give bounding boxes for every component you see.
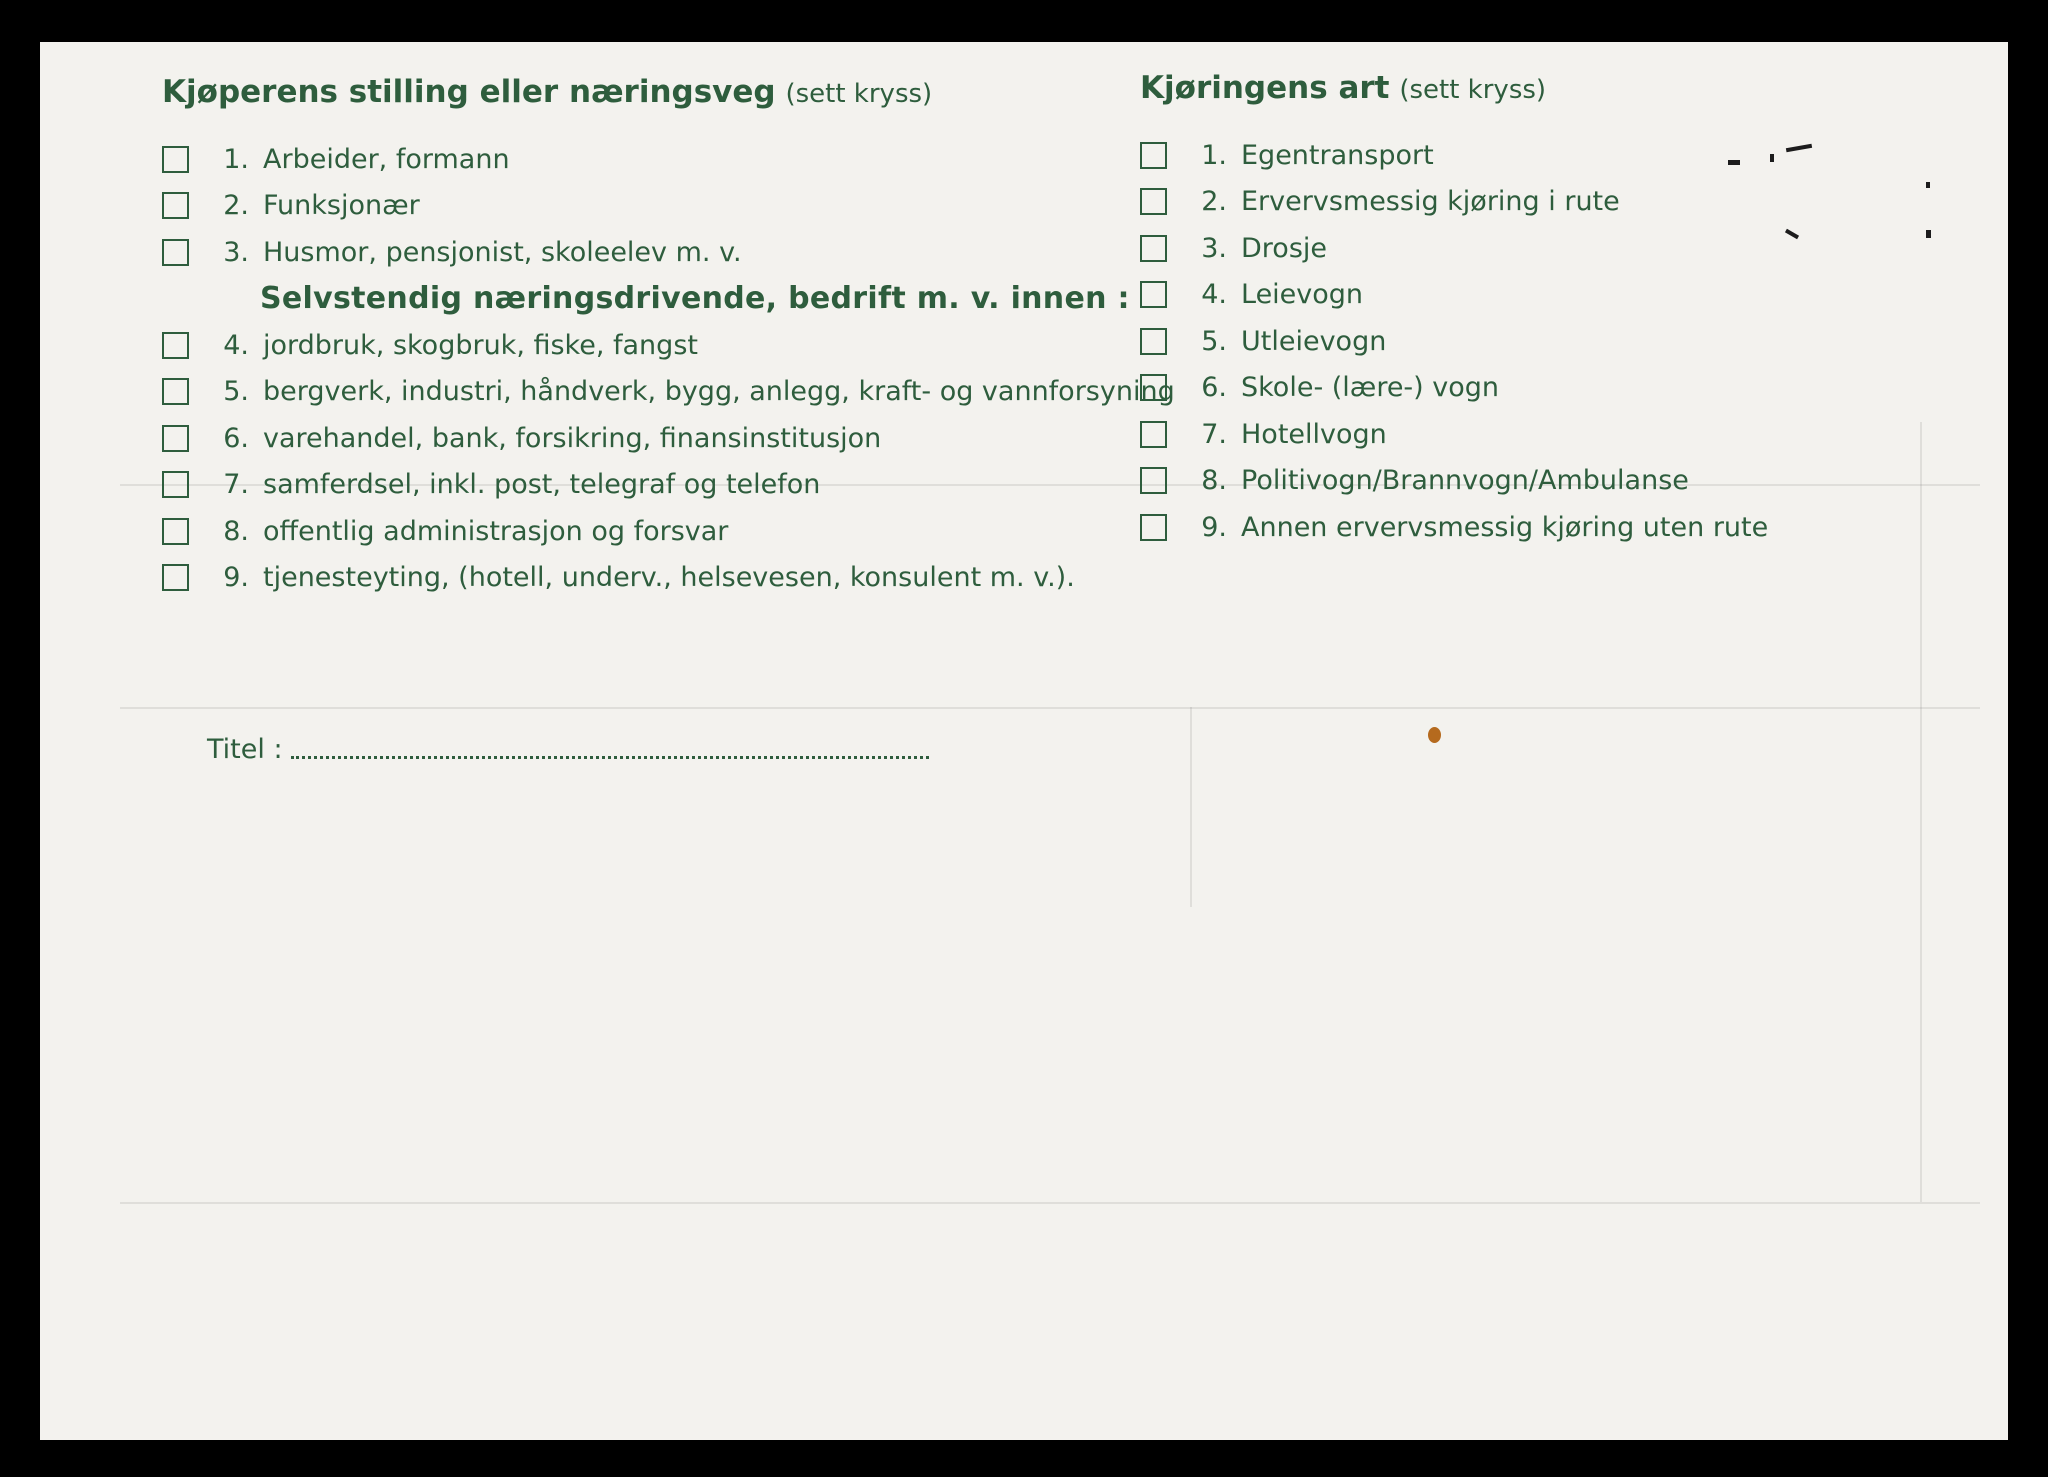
driving-option-3[interactable]: 3. Drosje: [1140, 225, 1900, 272]
ink-mark: [1926, 182, 1930, 188]
title-label: Titel :: [207, 734, 283, 765]
occupation-option-9[interactable]: 9. tjenesteyting, (hotell, underv., helsevesen, konsulent m. v.).: [162, 555, 1162, 602]
driving-option-2[interactable]: 2. Ervervsmessig kjøring i rute: [1140, 179, 1900, 226]
driving-option-9[interactable]: 9. Annen ervervsmessig kjøring uten rute: [1140, 504, 1900, 551]
checkbox[interactable]: [1140, 235, 1167, 262]
driving-option-8[interactable]: 8. Politivogn/Brannvogn/Ambulanse: [1140, 458, 1900, 505]
buyer-occupation-section: [162, 72, 1175, 601]
occupation-option-7[interactable]: 7. samferdsel, inkl. post, telegraf og telefon: [162, 462, 1162, 509]
occupation-option-3[interactable]: 3. Husmor, pensjonist, skoleelev m. v.: [162, 229, 1162, 276]
occupation-option-1[interactable]: 1. Arbeider, formann: [162, 136, 1162, 183]
occupation-option-6[interactable]: 6. varehandel, bank, forsikring, finansinstitusjon: [162, 415, 1162, 462]
driving-type-heading: Kjøringens art (sett kryss): [1140, 70, 1547, 106]
checkbox[interactable]: [1140, 514, 1167, 541]
bleed-line: [1190, 707, 1192, 907]
driving-option-5[interactable]: 5. Utleievogn: [1140, 318, 1900, 365]
ink-mark: [1926, 230, 1931, 238]
checkbox[interactable]: [1140, 188, 1167, 215]
title-field[interactable]: [207, 734, 929, 765]
bleed-line: [120, 707, 1980, 709]
checkbox[interactable]: [1140, 281, 1167, 308]
occupation-option-2[interactable]: 2. Funksjonær: [162, 183, 1162, 230]
checkbox[interactable]: [162, 146, 189, 173]
checkbox[interactable]: [1140, 421, 1167, 448]
buyer-occupation-heading: Kjøperens stilling eller næringsveg (sett kryss): [162, 74, 933, 110]
checkbox[interactable]: [162, 378, 189, 405]
occupation-option-8[interactable]: 8. offentlig administrasjon og forsvar: [162, 508, 1162, 555]
driving-option-1[interactable]: 1. Egentransport: [1140, 132, 1900, 179]
bleed-line: [1920, 422, 1922, 1202]
checkbox[interactable]: [162, 332, 189, 359]
title-input-line[interactable]: [291, 755, 929, 759]
checkbox[interactable]: [1140, 467, 1167, 494]
driving-option-4[interactable]: 4. Leievogn: [1140, 272, 1900, 319]
checkbox[interactable]: [162, 192, 189, 219]
driving-option-6[interactable]: 6. Skole- (lære-) vogn: [1140, 365, 1900, 412]
checkbox[interactable]: [1140, 328, 1167, 355]
checkbox[interactable]: [162, 564, 189, 591]
driving-option-7[interactable]: 7. Hotellvogn: [1140, 411, 1900, 458]
checkbox[interactable]: [1140, 142, 1167, 169]
occupation-option-5[interactable]: 5. bergverk, industri, håndverk, bygg, anlegg, kraft- og vannforsyning: [162, 369, 1162, 416]
occupation-option-4[interactable]: 4. jordbruk, skogbruk, fiske, fangst: [162, 322, 1162, 369]
checkbox[interactable]: [162, 239, 189, 266]
driving-type-section: [1140, 68, 1900, 551]
stain: [1428, 727, 1441, 743]
checkbox[interactable]: [162, 518, 189, 545]
bleed-line: [120, 1202, 1980, 1204]
checkbox[interactable]: [162, 471, 189, 498]
checkbox[interactable]: [162, 425, 189, 452]
checkbox[interactable]: [1140, 374, 1167, 401]
self-employed-subheading: Selvstendig næringsdrivende, bedrift m. v. innen :: [260, 280, 1130, 316]
